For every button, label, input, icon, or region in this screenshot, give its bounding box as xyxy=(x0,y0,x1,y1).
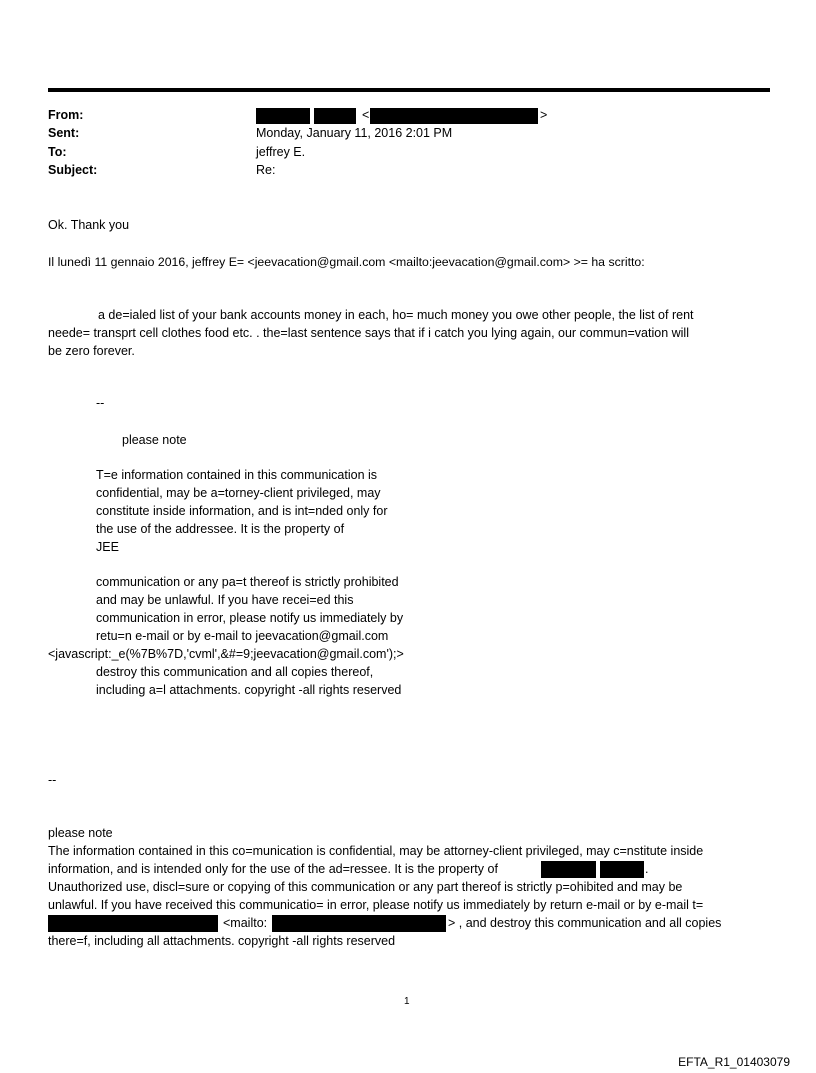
from-lt: < xyxy=(362,108,370,122)
note1b-line: communication or any pa=t thereof is strictly prohibited xyxy=(96,575,399,589)
reply-text: Ok. Thank you xyxy=(48,218,130,232)
quote-paragraph-line: a de=ialed list of your bank accounts money in each, ho= much money you owe other people, the list of rent xyxy=(98,308,694,322)
redaction-block xyxy=(314,108,356,124)
note1b-line: retu=n e-mail or by e-mail to jeevacation@gmail.com xyxy=(96,629,389,643)
subject-label: Subject: xyxy=(48,163,98,177)
to-label: To: xyxy=(48,145,67,159)
to-value: jeffrey E. xyxy=(256,145,306,159)
sent-value: Monday, January 11, 2016 2:01 PM xyxy=(256,126,453,140)
note1-line: confidential, may be a=torney-client privileged, may xyxy=(96,486,381,500)
note2-period: . xyxy=(645,862,649,876)
quote-intro: Il lunedì 11 gennaio 2016, jeffrey E= <jeevacation@gmail.com <mailto:jeevacation@gmail.com> >= ha scritto: xyxy=(48,255,645,269)
note1b-line: and may be unlawful. If you have recei=ed this xyxy=(96,593,354,607)
note2-line: information, and is intended only for the use of the ad=ressee. It is the property of xyxy=(48,862,498,876)
note1c-line: destroy this communication and all copies thereof, xyxy=(96,665,374,679)
note2-line: > , and destroy this communication and all copies xyxy=(448,916,722,930)
header-rule xyxy=(48,88,770,92)
note1-line: JEE xyxy=(96,540,119,554)
note1c-line: including a=l attachments. copyright -all rights reserved xyxy=(96,683,402,697)
note1b-line: communication in error, please notify us immediately by xyxy=(96,611,404,625)
redaction-block xyxy=(48,915,218,932)
page-number: 1 xyxy=(404,996,410,1007)
note2-mailto: <mailto: xyxy=(223,916,268,930)
note2-line: there=f, including all attachments. copyright -all rights reserved xyxy=(48,934,396,948)
quote-paragraph-line: neede= transprt cell clothes food etc. . the=last sentence says that if i catch you lying again, our commun=vation will xyxy=(48,326,689,340)
note1-line: constitute inside information, and is int=nded only for xyxy=(96,504,388,518)
note1-line: T=e information contained in this communication is xyxy=(96,468,378,482)
note2-line: unlawful. If you have received this communicatio= in error, please notify us immediately by return e-mail or by e-mail t= xyxy=(48,898,704,912)
dashes-2: -- xyxy=(48,773,57,787)
sent-label: Sent: xyxy=(48,126,80,140)
document-id: EFTA_R1_01403079 xyxy=(678,1055,790,1069)
from-gt: > xyxy=(540,108,548,122)
redaction-block xyxy=(272,915,446,932)
note1-javascript-link: <javascript:_e(%7B%7D,'cvml',&#=9;jeevacation@gmail.com');> xyxy=(48,647,404,661)
note2-title: please note xyxy=(48,826,113,840)
redaction-block xyxy=(256,108,310,124)
from-label: From: xyxy=(48,108,84,122)
signature-dashes: -- xyxy=(96,396,105,410)
note1-title: please note xyxy=(122,433,187,447)
subject-value: Re: xyxy=(256,163,276,177)
quote-paragraph-line: be zero forever. xyxy=(48,344,135,358)
redaction-block xyxy=(541,861,596,878)
redaction-block xyxy=(600,861,644,878)
note1-line: the use of the addressee. It is the property of xyxy=(96,522,345,536)
note2-line: The information contained in this co=munication is confidential, may be attorney-client privileged, may c=nstitute inside xyxy=(48,844,704,858)
note2-line: Unauthorized use, discl=sure or copying of this communication or any part thereof is strictly p=ohibited and may be xyxy=(48,880,683,894)
redaction-block xyxy=(370,108,538,124)
